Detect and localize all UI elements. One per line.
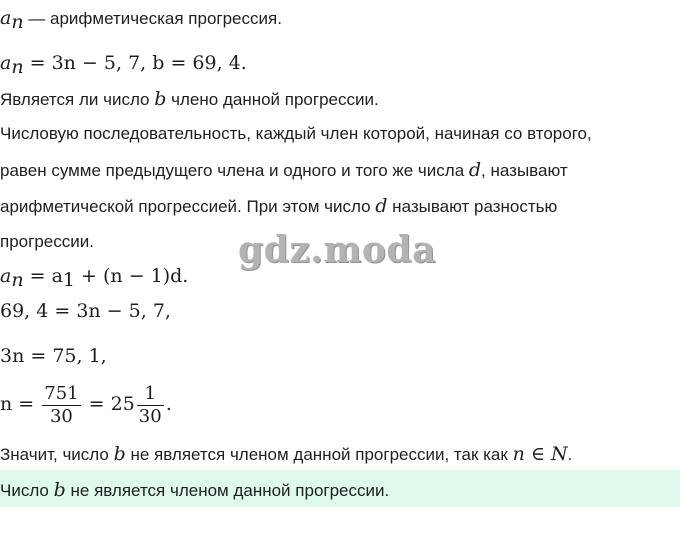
conclusion-pre: Значит, число xyxy=(0,445,114,464)
formula-mid: = a xyxy=(23,265,63,287)
conclusion-mid: не является членом данной прогрессии, так как xyxy=(125,445,513,464)
theory-line-2 xyxy=(0,160,568,181)
theory-text-2-post: , называют xyxy=(481,161,568,180)
step3-pre: n = xyxy=(0,393,41,415)
problem-line-2 xyxy=(0,52,247,78)
problem-line-3 xyxy=(0,89,379,110)
formula-tail: + (n − 1)d. xyxy=(75,265,189,287)
theory-text-3-pre: арифметической прогрессией. При этом число xyxy=(0,197,376,216)
problem-equation: = 3n − 5, 7, b = 69, 4. xyxy=(23,52,247,74)
fraction-numerator: 751 xyxy=(44,382,79,404)
math-sub-n: n xyxy=(11,269,24,291)
theory-line-4: прогрессии. xyxy=(0,232,94,251)
problem-text-1: — арифметическая прогрессия. xyxy=(23,9,282,28)
theory-line-3 xyxy=(0,196,557,217)
math-sub-n: n xyxy=(11,56,24,78)
watermark-logo: gdz.moda xyxy=(238,229,436,271)
theory-text-3-post: называют разностью xyxy=(387,197,558,216)
fraction-751-30 xyxy=(42,383,80,428)
math-a: a xyxy=(0,265,12,287)
answer-pre: Число xyxy=(0,481,54,500)
math-b: b xyxy=(53,479,66,501)
fraction-denominator: 30 xyxy=(49,405,73,427)
solution-step-2: 3n = 75, 1, xyxy=(0,345,107,367)
step3-mid: = 25 xyxy=(82,393,135,415)
math-b: b xyxy=(113,443,126,465)
solution-step-1: 69, 4 = 3n − 5, 7, xyxy=(0,300,171,322)
theory-line-1: Числовую последовательность, каждый член которой, начиная со второго, xyxy=(0,124,592,143)
theory-formula xyxy=(0,265,189,291)
problem-text-3-pre: Является ли число xyxy=(0,90,155,109)
problem-line-1 xyxy=(0,7,282,33)
answer-box xyxy=(0,470,680,507)
math-d: d xyxy=(375,195,388,217)
step3-post: . xyxy=(165,393,172,415)
solution-step-3 xyxy=(0,381,172,428)
fraction-denominator: 30 xyxy=(138,405,162,427)
math-b: b xyxy=(154,88,167,110)
solution-conclusion xyxy=(0,444,572,465)
problem-text-3-post: члено данной прогрессии. xyxy=(166,90,379,109)
theory-text-2-pre: равен сумме предыдущего члена и одного и того же числа xyxy=(0,161,469,180)
fraction-1-30 xyxy=(137,383,164,428)
conclusion-post: . xyxy=(567,445,573,464)
math-a: a xyxy=(0,52,12,74)
fraction-numerator: 1 xyxy=(137,383,164,406)
math-a: a xyxy=(0,7,12,29)
math-sub-n: n xyxy=(11,11,24,33)
answer-text xyxy=(0,480,389,501)
math-sub-1: 1 xyxy=(62,269,75,291)
answer-post: не является членом данной прогрессии. xyxy=(65,481,390,500)
math-n-in-N: n ∈ N xyxy=(512,443,568,465)
math-d: d xyxy=(468,159,482,181)
